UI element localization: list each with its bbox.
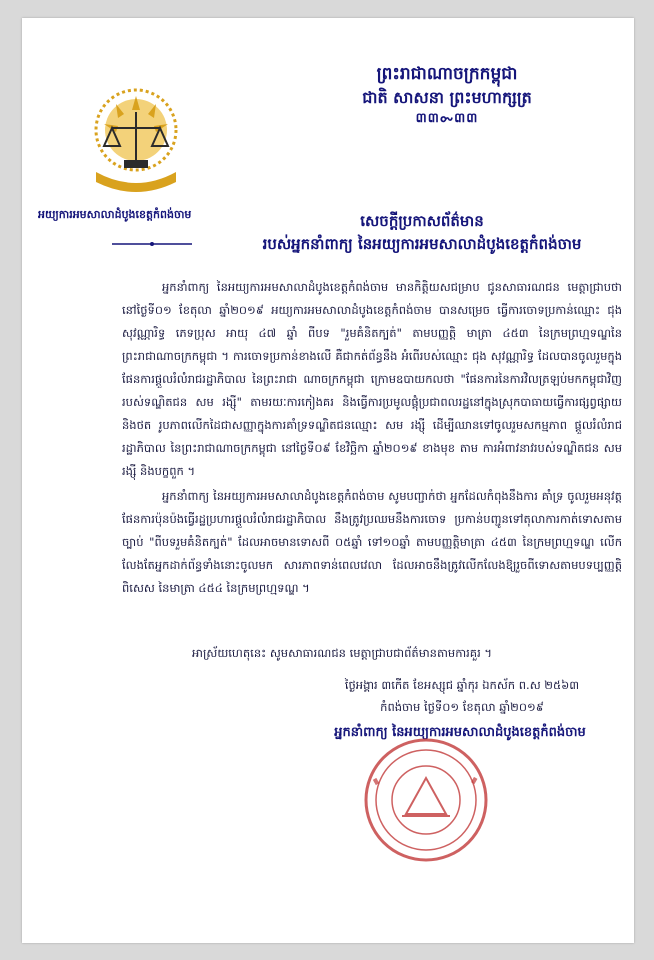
header-ornament: ៣៣ᯡ៣៣ [415, 111, 479, 126]
divider-ornament [112, 242, 192, 246]
kingdom-title: ព្រះរាជាណាចក្រកម្ពុជា [376, 64, 518, 84]
ministry-name: អយ្យការអមសាលាដំបូងខេត្តកំពង់ចាម [38, 208, 192, 221]
title-line-2: របស់អ្នកនាំពាក្យ នៃអយ្យការអមសាលាដំបូងខេត្តកំពង់ចាម [262, 235, 582, 253]
title-line-1: សេចក្តីប្រកាសព័ត៌មាន [360, 212, 484, 230]
date-block [312, 674, 612, 718]
closing-statement: អាស្រ័យហេតុនេះ សូមសាធារណជន មេត្តាជ្រាបជាព័ត៌មានតាមការគួរ ។ [192, 646, 492, 660]
document-title [232, 210, 612, 256]
body-paragraph-2: អ្នកនាំពាក្យ នៃអយ្យការអមសាលាដំបូងខេត្តកំពង់ចាម សូមបញ្ជាក់ថា អ្នកដែលកំពុងនឹងការ គាំទ្រ ចូលរួមអនុវត្តផែនការប៉ុនប៉ងធ្វើរដ្ឋប្រហារផ្តួលរំលំរាជរដ្ឋាភិបាល នឹងត្រូវប្រឈមនឹងការចោទ ប្រកាន់បញ្ជូនទៅតុលាការកាត់ទោសតាមច្បាប់ "ពីបទរួមគំនិតក្បត់" ដែលអាចមានទោសពី ០៥ឆ្នាំ ទៅ១០ឆ្នាំ តាមបញ្ញត្តិមាត្រា ៤៥៣ នៃក្រមព្រហ្មទណ្ឌ លើកលែងតែអ្នកដាក់ព័ន្ធទាំងនោះចូលមក សារភាពទាន់ពេលវេលា ដែលអាចនឹងត្រូវលើកលែងឱ្យរួចពីទោសតាមបទប្បញ្ញត្តិពិសេស នៃមាត្រា ៤៥៤ នៃក្រមព្រហ្មទណ្ឌ ។ [122, 489, 622, 595]
kingdom-motto: ជាតិ សាសនា ព្រះមហាក្សត្រ [362, 88, 532, 107]
official-seal-icon [362, 736, 490, 864]
ministry-emblem-icon [80, 76, 192, 206]
body-paragraph-1: អ្នកនាំពាក្យ នៃអយ្យការអមសាលាដំបូងខេត្តកំពង់ចាម មានកិត្តិយសជម្រាប ជូនសាធារណជន មេត្តាជ្រាបថា នៅថ្ងៃទី០១ ខែតុលា ឆ្នាំ២០១៩ អយ្យការអមសាលាដំបូងខេត្តកំពង់ចាម បានសម្រេច ធ្វើការចោទប្រកាន់ឈ្មោះ ជុង សុវណ្ណារិទ្ធ ភេទប្រុស អាយុ ៤៧ ឆ្នាំ ពីបទ "រួមគំនិតក្បត់" តាមបញ្ញត្តិ មាត្រា ៤៥៣ នៃក្រមព្រហ្មទណ្ឌនៃព្រះរាជាណាចក្រកម្ពុជា ។ ការចោទប្រកាន់ខាងលើ គឺជាកត់ព័ន្ធនឹង អំពើរបស់ឈ្មោះ ជុង សុវណ្ណារិទ្ធ ដែលបានចូលរួមក្នុងផែនការផ្តួលរំលំរាជរដ្ឋាភិបាល នៃព្រះរាជា ណាចក្រកម្ពុជា ក្រោមឧបាយកលថា "ផែនការនៃការវិលត្រឡប់មកកម្ពុជាវិញរបស់ទណ្ឌិតជន សម រង្ស៊ី" តាមរយៈការកៀងគរ និងធ្វើការប្រមូលផ្តុំប្រជាពលរដ្ឋនៅក្នុងស្រុកបាធាយធ្វើការផ្សព្វផ្សាយ និងថត រូបភាពលើកដៃជាសញ្ញាក្នុងការគាំទ្រទណ្ឌិតជនឈ្មោះ សម រង្ស៊ី ដើម្បីឈានទៅចូលរួមសកម្មភាព ផ្តួលរំលំរាជរដ្ឋាភិបាល នៃព្រះរាជាណាចក្រកម្ពុជា នៅថ្ងៃទី០៩ ខែវិច្ឆិកា ឆ្នាំ២០១៩ ខាងមុខ តាម ការអំពាវនាវរបស់ទណ្ឌិតជន សម រង្ស៊ី និងបក្ខពួក ។ [122, 280, 622, 478]
kingdom-header [322, 62, 572, 128]
document-body [122, 276, 622, 602]
lunar-date: ថ្ងៃអង្គារ ៣កើត ខែអស្សុជ ឆ្នាំកុរ ឯកស័ក ព.ស ២៥៦៣ [344, 678, 580, 692]
solar-date: កំពង់ចាម ថ្ងៃទី០១ ខែតុលា ឆ្នាំ២០១៩ [380, 700, 544, 714]
signer-title: អ្នកនាំពាក្យ នៃអយ្យការអមសាលាដំបូងខេត្តកំពង់ចាម [334, 725, 586, 740]
document-page [22, 18, 634, 943]
